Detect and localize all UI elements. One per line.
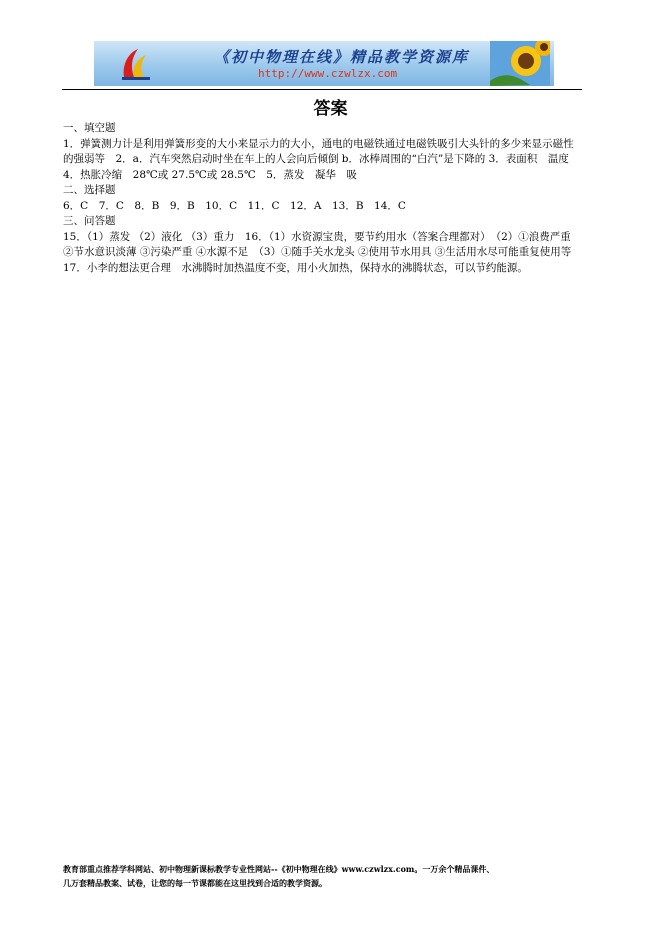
header-divider: [62, 89, 582, 90]
section-heading-fill-blank: 一、填空题: [63, 122, 116, 134]
header-banner: [94, 41, 554, 86]
section-text-qa: 15．（1）蒸发 （2）液化 （3）重力 16．（1）水资源宝贵，要节约用水（答案合理都对） （2）①浪费严重 ②节水意识淡薄 ③污染严重 ④水源不足 （3）①随手关水龙头 ②使用节水用具 ③生活用水尽可能重复使用等 17．小李的想法更合理 水沸腾时加热温度不变，用小火加热，保持水的沸腾状态，可以节约能源。: [63, 230, 582, 274]
answer-content: [63, 121, 583, 276]
banner-url: http://www.czwlzx.com: [258, 67, 398, 80]
sunflower-image: [490, 41, 550, 86]
section-text-fill-blank: 1．弹簧测力计是利用弹簧形变的大小来显示力的大小，通电的电磁铁通过电磁铁吸引大头针的多少来显示磁性的强弱等 2．a．汽车突然启动时坐在车上的人会向后倾倒 b．冰棒周围的“白汽”是下降的 3．表面积 温度 4．热胀冷缩 28℃或 27.5℃或 28.5℃ 5．蒸发 凝华 吸: [63, 137, 583, 181]
banner-title: 《初中物理在线》精品教学资源库: [214, 48, 470, 66]
page-footer: [63, 862, 603, 890]
site-logo-icon: [120, 47, 152, 81]
section-text-choice: 6．C 7．C 8．B 9．B 10．C 11．C 12．A 13．B 14．C: [63, 199, 406, 212]
section-heading-choice: 二、选择题: [63, 184, 116, 196]
page-title: 答案: [313, 99, 348, 119]
footer-line-2: 几万套精品教案、试卷，让您的每一节课都能在这里找到合适的教学资源。: [63, 878, 327, 888]
section-heading-qa: 三、问答题: [63, 215, 116, 227]
footer-line-1: 教育部重点推荐学科网站、初中物理新课标教学专业性网站--《初中物理在线》www.czwlzx.com。一万余个精品课件、: [63, 864, 495, 874]
